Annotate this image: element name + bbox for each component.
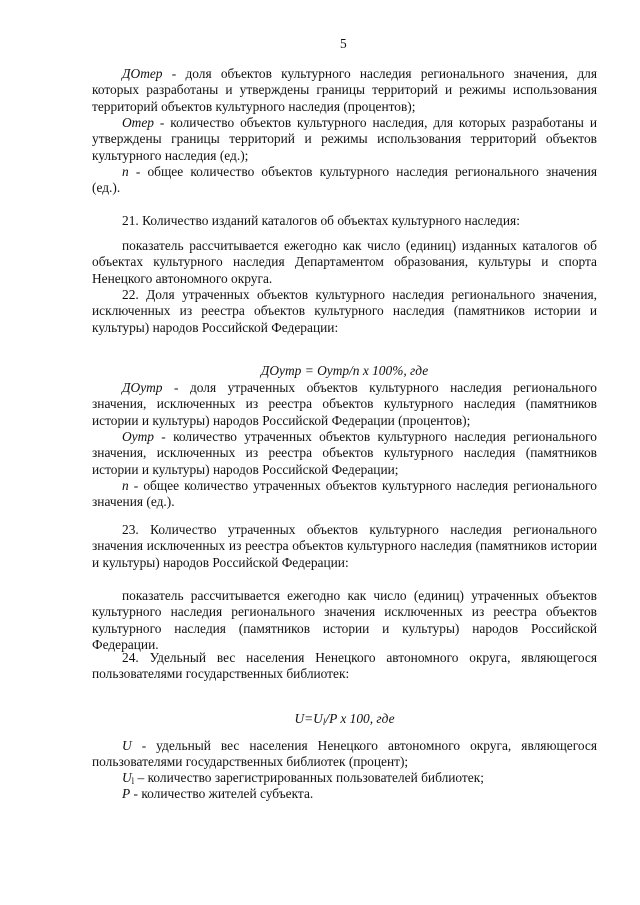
definition-text: - удельный вес населения Ненецкого автономного округа, являющегося пользователями государственных библиотек (процент);: [92, 738, 597, 770]
item-24-definition-3: [92, 786, 597, 802]
item-22-definition-2: [92, 429, 597, 478]
formula-subscript: l: [322, 717, 326, 727]
item-21-description: показатель рассчитывается ежегодно как число (единиц) изданных каталогов об объектах культурного наследия Департаментом образования, культуры и спорта Ненецкого автономного округа.: [92, 238, 597, 286]
term: Оутр: [122, 429, 154, 444]
term: P: [122, 786, 131, 801]
item-22-title: 22. Доля утраченных объектов культурного наследия регионального значения, исключенных из реестра объектов культурного наследия (памятников истории и культуры) народов Российской Федерации:: [92, 287, 597, 335]
definition-n: [92, 164, 597, 197]
item-24-definition-2: [92, 770, 597, 786]
item-22-definition-3: [92, 478, 597, 511]
definition-text: - доля объектов культурного наследия регионального значения, для которых разработаны и утверждены границы территорий и режимы использования территорий объектов культурного наследия (процентов);: [92, 66, 597, 114]
definition-text: - общее количество объектов культурного наследия регионального значения (ед.).: [92, 164, 597, 196]
term: n: [122, 164, 129, 179]
definition-text: - доля утраченных объектов культурного наследия регионального значения, исключенных из реестра объектов культурного наследия (памятников истории и культуры) народов Российской Федерации (процентов);: [92, 380, 597, 428]
term: U: [122, 738, 132, 753]
definition-text: - количество объектов культурного наследия, для которых разработаны и утверждены границы территорий и режимы использования территорий объектов культурного наследия (ед.);: [92, 115, 597, 163]
definition-dOter: [92, 66, 597, 115]
formula-part: /P x 100, где: [325, 711, 395, 726]
formula-part: U=U: [294, 711, 323, 726]
term-subscript: l: [131, 776, 135, 786]
item-24-definition-1: [92, 738, 597, 771]
definition-text: – количество зарегистрированных пользователей библиотек;: [134, 770, 484, 785]
term: U: [122, 770, 132, 785]
page-number: 5: [340, 36, 347, 51]
item-24-title: 24. Удельный вес населения Ненецкого автономного округа, являющегося пользователями государственных библиотек:: [92, 650, 597, 682]
item-23-description: показатель рассчитывается ежегодно как число (единиц) утраченных объектов культурного наследия регионального значения исключенных из реестра объектов культурного наследия (памятников истории и культуры) народов Российской Федерации.: [92, 588, 597, 652]
definition-text: - общее количество утраченных объектов культурного наследия регионального значения (ед.).: [92, 478, 597, 510]
term: ДОтер: [122, 66, 163, 81]
item-24-formula: [92, 711, 597, 727]
definition-text: - количество жителей субъекта.: [130, 786, 314, 801]
item-23-title: 23. Количество утраченных объектов культурного наследия регионального значения исключенных из реестра объектов культурного наследия (памятников истории и культуры) народов Российской Федерации:: [92, 522, 597, 570]
item-22-formula: ДОутр = Оутр/n x 100%, где: [260, 363, 429, 378]
term: n: [122, 478, 129, 493]
item-21-title: 21. Количество изданий каталогов об объектах культурного наследия:: [122, 213, 520, 228]
definition-text: - количество утраченных объектов культурного наследия регионального значения, исключенных из реестра объектов культурного наследия (памятников истории и культуры) народов Российской Федерации;: [92, 429, 597, 477]
term: ДОутр: [122, 380, 163, 395]
term: Отер: [122, 115, 154, 130]
definition-oter: [92, 115, 597, 164]
item-22-definition-1: [92, 380, 597, 429]
